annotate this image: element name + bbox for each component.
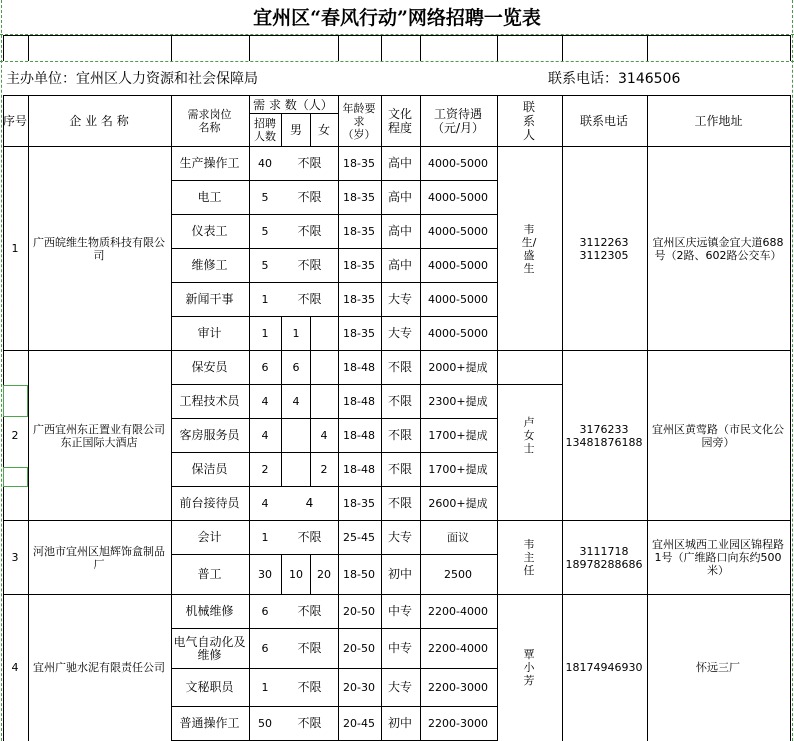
grid-line xyxy=(3,35,4,61)
header-demand: 需 求 数（人） xyxy=(253,97,333,112)
position-salary: 4000-5000 xyxy=(428,327,488,340)
dashed-gridline xyxy=(792,0,793,741)
position-gender: 不限 xyxy=(297,292,322,306)
position-age: 18-35 xyxy=(343,293,375,306)
dashed-gridline xyxy=(0,61,794,62)
position-age: 20-50 xyxy=(343,642,375,655)
position-title: 电气自动化及维修 xyxy=(173,634,246,662)
position-title: 会计 xyxy=(197,530,222,544)
company-name: 河池市宜州区旭辉饰盒制品厂 xyxy=(33,544,165,571)
position-count: 1 xyxy=(261,681,269,694)
position-salary: 2200-3000 xyxy=(428,681,488,694)
main-contact-phone: 联系电话：3146506 xyxy=(548,71,681,87)
grid-line xyxy=(647,35,648,61)
grid-line xyxy=(790,95,791,741)
dashed-gridline xyxy=(1,0,2,741)
position-age: 18-48 xyxy=(343,361,375,374)
header-male: 男 xyxy=(289,123,302,137)
position-age: 18-35 xyxy=(343,259,375,272)
position-title: 审计 xyxy=(197,326,222,340)
header-contact-person: 联系人 xyxy=(522,100,535,142)
header-education: 文化程度 xyxy=(387,107,412,135)
position-count: 5 xyxy=(261,225,269,238)
position-gender: 不限 xyxy=(297,641,322,655)
position-age: 18-35 xyxy=(343,191,375,204)
position-education: 初中 xyxy=(387,716,412,730)
position-male: 1 xyxy=(292,327,300,340)
header-phone: 联系电话 xyxy=(579,114,628,128)
position-age: 18-48 xyxy=(343,463,375,476)
position-education: 不限 xyxy=(387,360,412,374)
header-age: 年龄要求（岁） xyxy=(342,101,376,141)
position-age: 18-35 xyxy=(343,157,375,170)
position-education: 大专 xyxy=(387,530,412,544)
position-salary: 2200-3000 xyxy=(428,717,488,730)
position-count: 40 xyxy=(258,157,272,170)
position-male: 10 xyxy=(289,568,303,581)
position-education: 不限 xyxy=(387,496,412,510)
position-salary: 1700+提成 xyxy=(428,429,488,442)
header-address: 工作地址 xyxy=(694,114,743,128)
position-age: 18-35 xyxy=(343,327,375,340)
position-gender: 不限 xyxy=(297,156,322,170)
position-title: 电工 xyxy=(197,190,222,204)
position-count: 1 xyxy=(261,293,269,306)
position-age: 18-48 xyxy=(343,429,375,442)
company-name: 广西宜州东正置业有限公司东正国际大酒店 xyxy=(33,422,165,449)
position-education: 高中 xyxy=(387,190,412,204)
header-seq: 序号 xyxy=(3,114,27,128)
position-education: 高中 xyxy=(387,156,412,170)
position-education: 初中 xyxy=(387,567,412,581)
grid-line xyxy=(249,35,250,61)
company-seq: 2 xyxy=(11,429,19,442)
position-salary: 4000-5000 xyxy=(428,191,488,204)
position-title: 机械维修 xyxy=(185,604,234,618)
position-count: 5 xyxy=(261,191,269,204)
position-male: 4 xyxy=(292,395,300,408)
position-salary: 2300+提成 xyxy=(428,395,488,408)
position-education: 大专 xyxy=(387,326,412,340)
company-phone: 3111718 18978288686 xyxy=(565,544,643,571)
position-gender: 不限 xyxy=(297,716,322,730)
contact-person: 韦生/盛生 xyxy=(521,222,537,275)
position-count: 4 xyxy=(261,395,269,408)
position-salary: 4000-5000 xyxy=(428,225,488,238)
position-title: 前台接待员 xyxy=(179,496,240,510)
position-female: 4 xyxy=(320,429,328,442)
position-gender: 不限 xyxy=(297,224,322,238)
position-education: 高中 xyxy=(387,224,412,238)
position-gender: 不限 xyxy=(297,190,322,204)
position-count: 5 xyxy=(261,259,269,272)
position-age: 25-45 xyxy=(343,531,375,544)
position-education: 中专 xyxy=(387,641,412,655)
position-title: 保洁员 xyxy=(191,462,228,476)
company-phone: 3176233 13481876188 xyxy=(565,422,643,449)
position-age: 20-50 xyxy=(343,605,375,618)
header-position: 需求岗位名称 xyxy=(187,108,232,134)
position-age: 20-30 xyxy=(343,681,375,694)
position-title: 保安员 xyxy=(191,360,228,374)
grid-line xyxy=(420,35,421,61)
company-name: 广西皖维生物质科技有限公司 xyxy=(33,235,165,262)
header-count: 招聘人数 xyxy=(254,117,276,143)
position-title: 文秘职员 xyxy=(185,680,234,694)
position-count: 4 xyxy=(261,497,269,510)
position-education: 中专 xyxy=(387,604,412,618)
position-count: 50 xyxy=(258,717,272,730)
position-age: 18-35 xyxy=(343,497,375,510)
contact-person: 覃小芳 xyxy=(523,648,535,687)
position-count: 6 xyxy=(261,361,269,374)
position-education: 不限 xyxy=(387,462,412,476)
grid-line xyxy=(381,35,382,61)
position-age: 18-35 xyxy=(343,225,375,238)
position-title: 普工 xyxy=(197,567,222,581)
position-title: 仪表工 xyxy=(191,224,228,238)
contact-person: 卢女士 xyxy=(523,416,535,455)
header-female: 女 xyxy=(317,123,330,137)
page-title: 宜州区“春风行动”网络招聘一览表 xyxy=(253,7,541,29)
grid-line xyxy=(171,35,172,61)
grid-line xyxy=(3,35,791,36)
company-phone: 3112263 3112305 xyxy=(579,235,629,262)
position-salary: 1700+提成 xyxy=(428,463,488,476)
company-seq: 1 xyxy=(11,242,19,255)
position-education: 不限 xyxy=(387,428,412,442)
organizer-label: 主办单位：宜州区人力资源和社会保障局 xyxy=(6,71,258,87)
position-title: 生产操作工 xyxy=(179,156,240,170)
position-salary: 4000-5000 xyxy=(428,293,488,306)
position-education: 不限 xyxy=(387,394,412,408)
position-salary: 2200-4000 xyxy=(428,642,488,655)
position-count: 1 xyxy=(261,327,269,340)
position-salary: 2000+提成 xyxy=(428,361,488,374)
header-company: 企 业 名 称 xyxy=(69,114,129,128)
company-seq: 4 xyxy=(11,661,19,674)
position-title: 客房服务员 xyxy=(179,428,240,442)
position-title: 普通操作工 xyxy=(179,716,240,730)
position-count: 6 xyxy=(261,642,269,655)
position-age: 20-45 xyxy=(343,717,375,730)
position-gender: 4 xyxy=(305,496,314,510)
position-count: 1 xyxy=(261,531,269,544)
position-salary: 2200-4000 xyxy=(428,605,488,618)
position-gender: 不限 xyxy=(297,258,322,272)
position-gender: 不限 xyxy=(297,530,322,544)
position-count: 2 xyxy=(261,463,269,476)
position-female: 20 xyxy=(317,568,331,581)
company-phone: 18174946930 xyxy=(565,661,643,674)
company-seq: 3 xyxy=(11,551,19,564)
grid-line xyxy=(497,35,498,61)
position-age: 18-48 xyxy=(343,395,375,408)
position-salary: 2500 xyxy=(444,568,472,581)
company-name: 宜州广驰水泥有限责任公司 xyxy=(33,661,165,674)
position-count: 30 xyxy=(258,568,272,581)
position-age: 18-50 xyxy=(343,568,375,581)
contact-person: 韦主任 xyxy=(523,538,535,577)
position-salary: 面议 xyxy=(447,531,469,544)
grid-line xyxy=(338,35,339,61)
header-salary: 工资待遇（元/月） xyxy=(431,107,485,135)
work-address: 宜州区庆远镇金宜大道688号（2路、602路公交车） xyxy=(652,235,784,262)
work-address: 怀远三厂 xyxy=(696,661,740,674)
position-salary: 2600+提成 xyxy=(428,497,488,510)
position-count: 6 xyxy=(261,605,269,618)
position-salary: 4000-5000 xyxy=(428,259,488,272)
position-count: 4 xyxy=(261,429,269,442)
position-education: 高中 xyxy=(387,258,412,272)
position-title: 新闻干事 xyxy=(185,292,234,306)
grid-line xyxy=(562,35,563,61)
position-gender: 不限 xyxy=(297,680,322,694)
work-address: 宜州区城西工业园区锦程路1号（广维路口向东约500米） xyxy=(652,538,784,577)
position-title: 维修工 xyxy=(191,258,228,272)
position-education: 大专 xyxy=(387,292,412,306)
position-salary: 4000-5000 xyxy=(428,157,488,170)
position-title: 工程技术员 xyxy=(179,394,240,408)
position-male: 6 xyxy=(292,361,300,374)
work-address: 宜州区黄莺路（市民文化公园旁） xyxy=(652,422,784,449)
position-gender: 不限 xyxy=(297,604,322,618)
position-female: 2 xyxy=(320,463,328,476)
grid-line xyxy=(310,317,311,351)
grid-line xyxy=(790,35,791,61)
position-education: 大专 xyxy=(387,680,412,694)
grid-line xyxy=(28,35,29,61)
